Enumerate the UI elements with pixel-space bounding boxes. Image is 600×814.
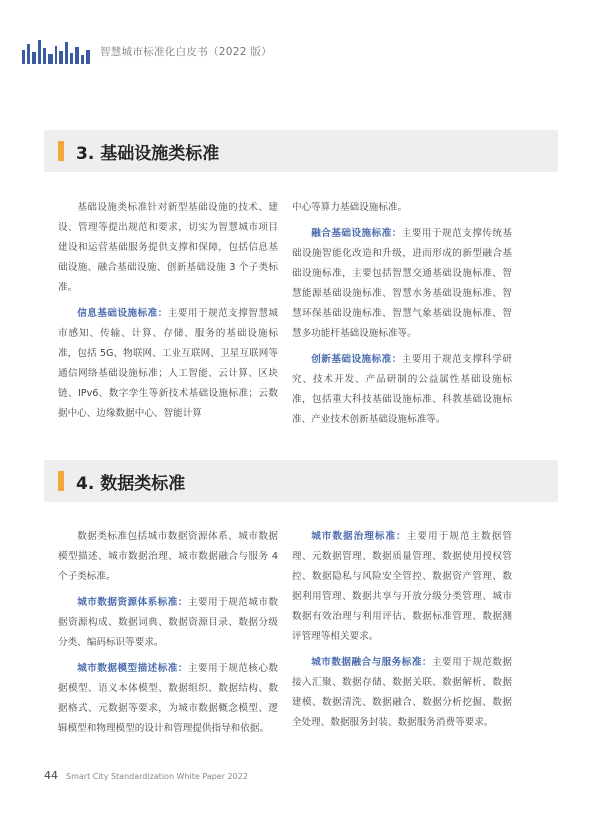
- data-resource-paragraph: [58, 593, 278, 653]
- innovation-infrastructure-paragraph: [292, 350, 512, 430]
- data-service-text: 主要用于规范数据接入汇聚、数据存储、数据关联、数据解析、数据建模、数据清洗、数据融合、数据分析挖掘、数据全处理、数据服务封装、数据服务消费等要求。: [292, 657, 513, 728]
- section-3-right-column: [292, 198, 512, 436]
- data-model-text: 主要用于规范核心数据模型、语义本体模型、数据组织、数据结构、数据格式、元数据等要求，为城市数据概念模型、逻辑模型和物理模型的设计和管理提供指导和依据。: [58, 663, 279, 734]
- fusion-infrastructure-term: 融合基础设施标准：: [311, 228, 402, 239]
- skyline-logo-icon: [22, 40, 92, 64]
- page-number: 44: [44, 769, 58, 782]
- section-accent-bar: [58, 471, 64, 491]
- data-resource-term: 城市数据资源体系标准：: [77, 597, 188, 608]
- section-accent-bar: [58, 141, 64, 161]
- fusion-infrastructure-paragraph: [292, 224, 512, 344]
- section-4-left-column: [58, 527, 278, 745]
- section-3-title: 3. 基础设施类标准: [76, 143, 220, 164]
- info-infrastructure-paragraph: [58, 304, 278, 424]
- section-4-heading-bar: [44, 460, 558, 502]
- info-infrastructure-term: 信息基础设施标准：: [77, 308, 168, 319]
- section-3-heading-bar: [44, 130, 558, 172]
- footer-text: Smart City Standardization White Paper 2022: [66, 772, 248, 781]
- innovation-infrastructure-term: 创新基础设施标准：: [311, 354, 402, 365]
- info-infrastructure-continued: 中心等算力基础设施标准。: [292, 202, 408, 213]
- data-service-paragraph: [292, 653, 512, 733]
- section-4-title: 4. 数据类标准: [76, 473, 186, 494]
- fusion-infrastructure-text: 主要用于规范支撑传统基础设施智能化改造和升级，进而形成的新型融合基础设施标准，主要包括智慧交通基础设施标准、智慧能源基础设施标准、智慧水务基础设施标准、智慧环保基础设施标准、智慧气象基础设施标准、智慧多功能杆基础设施标准等。: [292, 228, 513, 339]
- data-model-paragraph: [58, 659, 278, 739]
- page-footer: [44, 769, 248, 782]
- section-4-right-column: [292, 527, 512, 739]
- data-resource-text: 主要用于规范城市数据资源构成、数据词典、数据资源目录、数据分级分类、编码标识等要求。: [58, 597, 279, 648]
- data-governance-term: 城市数据治理标准：: [311, 531, 407, 542]
- data-model-term: 城市数据模型描述标准：: [77, 663, 188, 674]
- header-title: 智慧城市标准化白皮书（2022 版）: [100, 46, 272, 58]
- section-3-intro: 基础设施类标准针对新型基础设施的技术、建设、管理等提出规范和要求，切实为智慧城市项目建设和运营基础服务提供支撑和保障，包括信息基础设施、融合基础设施、创新基础设施 3 个子类标准。: [58, 202, 278, 293]
- info-infrastructure-text: 主要用于规范支撑智慧城市感知、传输、计算、存储、服务的基础设施标准，包括 5G、物联网、工业互联网、卫星互联网等通信网络基础设施标准；人工智能、云计算、区块链、IPv6、数字孪生等新技术基础设施标准；云数据中心、边缘数据中心、智能计算: [58, 308, 279, 419]
- section-4-intro: 数据类标准包括城市数据资源体系、城市数据模型描述、城市数据治理、城市数据融合与服务 4 个子类标准。: [58, 531, 278, 582]
- data-governance-paragraph: [292, 527, 512, 647]
- data-governance-text: 主要用于规范主数据管理、元数据管理、数据质量管理、数据使用授权管控、数据隐私与风险安全管控、数据资产管理、数据利用管理、数据共享与开放分级分类管理、城市数据有效治理与利用评估、数据标准管理、数据测评管理等相关要求。: [292, 531, 512, 642]
- section-3-left-column: [58, 198, 278, 430]
- innovation-infrastructure-text: 主要用于规范支撑科学研究、技术开发、产品研制的公益属性基础设施标准，包括重大科技基础设施标准、科教基础设施标准、产业技术创新基础设施标准等。: [292, 354, 513, 425]
- data-service-term: 城市数据融合与服务标准：: [311, 657, 432, 668]
